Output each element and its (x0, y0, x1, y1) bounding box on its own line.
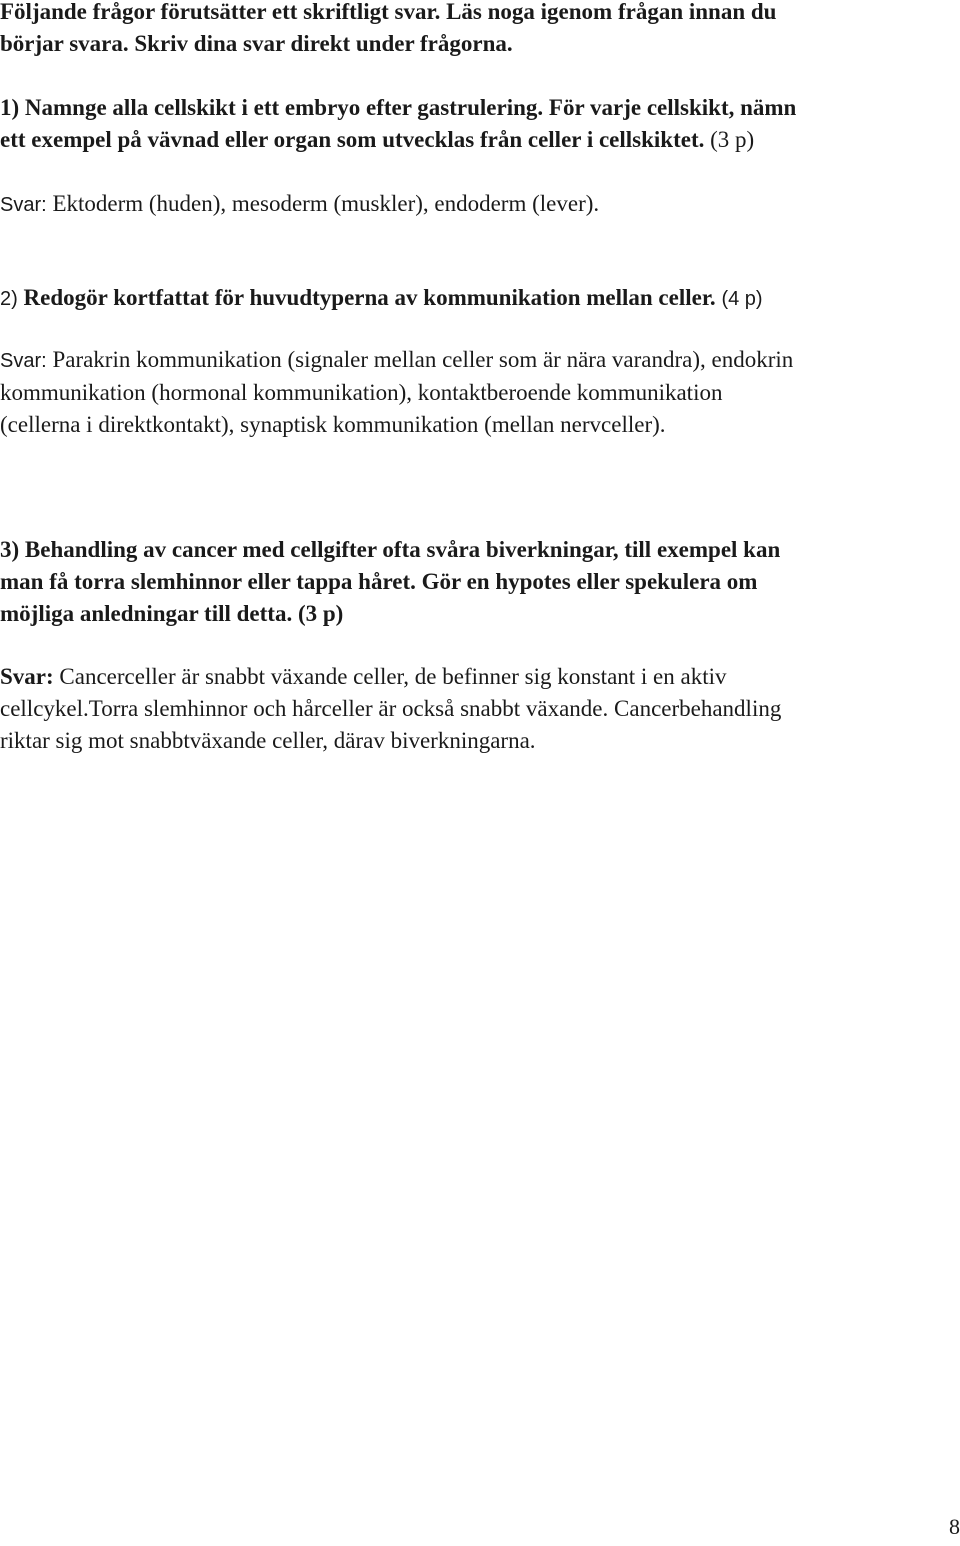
question-3-points: (3 p) (297, 601, 344, 626)
answer-3-line: Cancerceller är snabbt växande celler, de befinner sig konstant i en aktiv (59, 664, 727, 689)
question-3-line: man få torra slemhinnor eller tappa håret. Gör en hypotes eller spekulera om (0, 569, 758, 594)
answer-1-text: Ektoderm (huden), mesoderm (muskler), endoderm (lever). (52, 191, 600, 216)
answer-3-line: riktar sig mot snabbtväxande celler, därav biverkningarna. (0, 728, 536, 753)
answer-2-line: (cellerna i direktkontakt), synaptisk kommunikation (mellan nervceller). (0, 412, 666, 437)
instructions-line: Följande frågor förutsätter ett skriftligt svar. Läs noga igenom frågan innan du (0, 0, 777, 24)
answer-1-label: Svar: (0, 194, 47, 216)
answer-2-label: Svar: (0, 350, 47, 372)
instructions-line: börjar svara. Skriv dina svar direkt under frågorna. (0, 31, 513, 56)
instructions (0, 0, 776, 60)
answer-3 (0, 661, 781, 757)
question-1-line: ett exempel på vävnad eller organ som utvecklas från celler i cellskiktet. (0, 127, 705, 152)
question-3-line: möjliga anledningar till detta. (0, 601, 293, 626)
question-2-points: (4 p) (721, 288, 763, 310)
answer-3-line: cellcykel.Torra slemhinnor och hårceller är också snabbt växande. Cancerbehandling (0, 696, 782, 721)
question-2-text: Redogör kortfattat för huvudtyperna av kommunikation mellan celler. (23, 285, 716, 310)
answer-3-label: Svar: (0, 664, 54, 689)
answer-2-line: Parakrin kommunikation (signaler mellan celler som är nära varandra), endokrin (52, 347, 794, 372)
answer-1 (0, 188, 599, 221)
question-1-points: (3 p) (710, 127, 755, 152)
question-2-number: 2) (0, 288, 18, 310)
question-3-line: 3) Behandling av cancer med cellgifter ofta svåra biverkningar, till exempel kan (0, 537, 781, 562)
question-2 (0, 282, 763, 315)
answer-2-line: kommunikation (hormonal kommunikation), kontaktberoende kommunikation (0, 380, 723, 405)
question-3 (0, 534, 780, 630)
answer-2 (0, 344, 793, 441)
page-number: 8 (949, 1514, 960, 1539)
question-1-line: 1) Namnge alla cellskikt i ett embryo efter gastrulering. För varje cellskikt, nämn (0, 95, 797, 120)
question-1 (0, 92, 796, 156)
